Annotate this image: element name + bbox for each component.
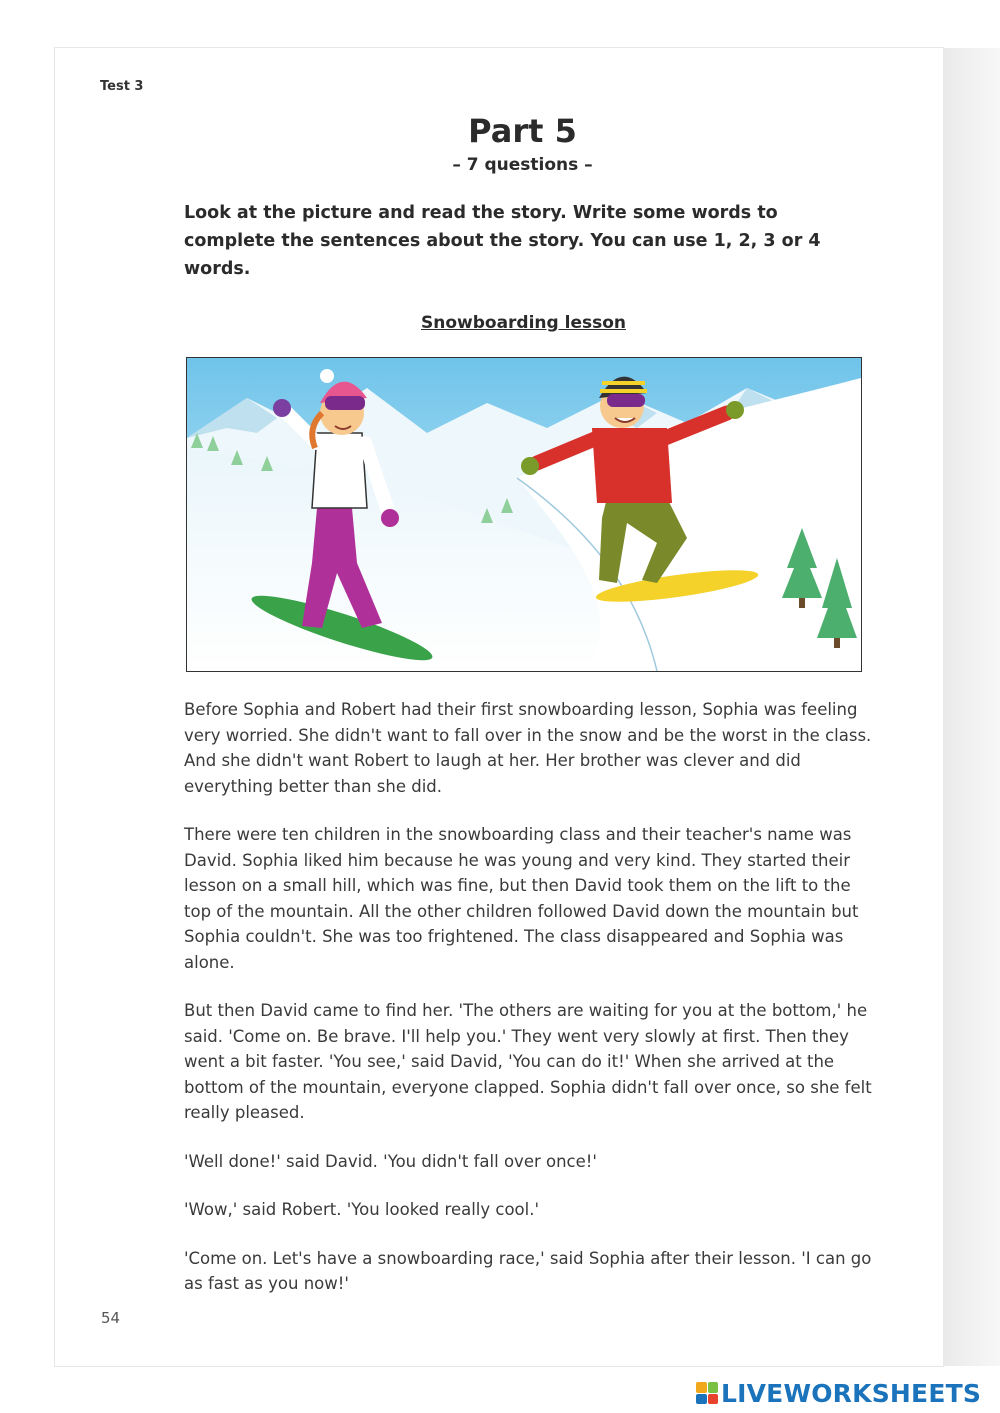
story-title: Snowboarding lesson [421,313,626,333]
logo-square [696,1394,707,1405]
story-paragraph: Before Sophia and Robert had their first snowboarding lesson, Sophia was feeling very worried. She didn't want to fall over in the snow and be the worst in the class. And she didn't want Robert to laugh at her. Her brother was clever and did everything better than she did. [184,700,872,796]
story-paragraph: There were ten children in the snowboarding class and their teacher's name was David. Sophia liked him because he was young and very kind. They started their lesson on a small hill, which was fine, but then David took them on the lift to the top of the mountain. All the other children followed David down the mountain but Sophia couldn't. She was too frightened. The class disappeared and Sophia was alone. [184,825,859,972]
story-paragraph: 'Well done!' said David. 'You didn't fall over once!' [184,1151,597,1171]
story-text [184,697,874,1320]
page-edge-shadow [943,48,1000,1366]
part-title: Part 5 [468,112,577,150]
logo-mark-icon [696,1382,718,1404]
page-number: 54 [101,1309,121,1327]
instructions: Look at the picture and read the story. Write some words to complete the sentences about the story. You can use 1, 2, 3 or 4 words. [184,203,821,279]
brand-name: LIVEWORKSHEETS [721,1378,982,1408]
story-paragraph: 'Come on. Let's have a snowboarding race,' said Sophia after their lesson. 'I can go as fast as you now!' [184,1248,872,1293]
story-paragraph: 'Wow,' said Robert. 'You looked really cool.' [184,1200,540,1219]
logo-square [696,1382,707,1393]
logo-square [708,1382,719,1393]
story-paragraph: But then David came to find her. 'The others are waiting for you at the bottom,' he said. 'Come on. Be brave. I'll help you.' They went very slowly at first. Then they went a bit faster. 'You see,' said David, 'You can do it!' When she arrived at the bottom of the mountain, everyone clapped. Sophia didn't fall over once, so she felt really pleased. [184,1001,872,1122]
test-label: Test 3 [100,79,144,94]
liveworksheets-logo[interactable] [696,1378,981,1408]
part-subtitle: – 7 questions – [452,155,593,175]
logo-square [708,1394,719,1405]
story-illustration [186,357,862,672]
